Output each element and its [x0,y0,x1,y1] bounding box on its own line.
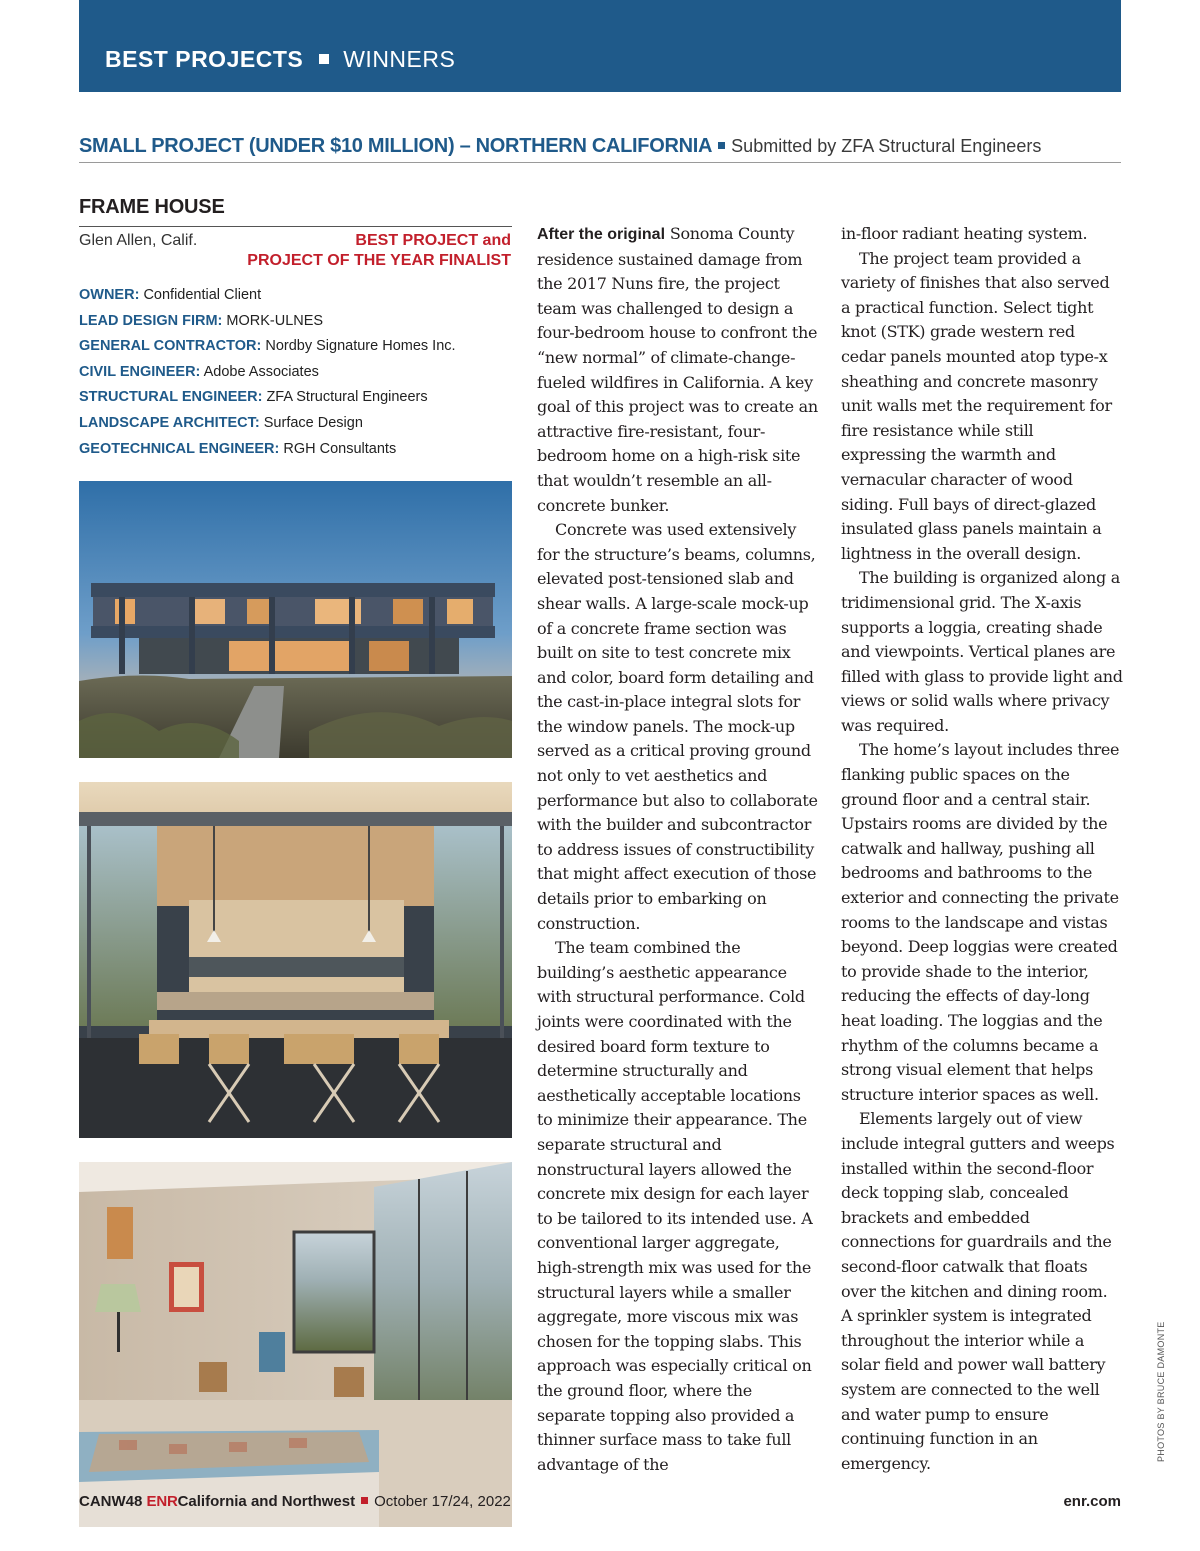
credit-row: GEOTECHNICAL ENGINEER: RGH Consultants [79,440,397,457]
credit-row: STRUCTURAL ENGINEER: ZFA Structural Engineers [79,389,428,406]
photo-exterior-dusk [79,481,512,758]
edition-name: California and Northwest [177,1493,356,1510]
article-paragraph: The team combined the building’s aesthetic appearance with structural performance. Cold joints were coordinated with the desired board form texture to determine structurally and aesthetically acceptable locations to minimize their appearance. The separate structural and nonstructural layers allowed the concrete mix design for each layer to be tailored to its intended use. A conventional larger aggregate, high-strength mix was used for the structural layers while a smaller aggregate, more viscous mix was chosen for the topping slabs. This approach was especially critical on the ground floor, where the separate topping also provided a thinner surface mass to take full advantage of the [537,938,813,1474]
square-bullet-icon [319,54,329,64]
award-badge [247,231,511,271]
page-number: CANW48 [79,1493,143,1510]
article-paragraph: in-floor radiant heating system. [841,224,1088,243]
banner-text [105,44,455,74]
credit-row: OWNER: Confidential Client [79,287,262,303]
category-title: SMALL PROJECT (UNDER $10 MILLION) – NORTHERN CALIFORNIA [79,135,713,157]
footer-left [79,1492,511,1512]
photo-credit: PHOTOS BY BRUCE DAMONTE [1156,1321,1166,1462]
site-url: enr.com [1063,1493,1121,1510]
category-heading [79,132,1041,162]
article-column-2 [841,222,1123,1476]
article-paragraph: Concrete was used extensively for the structure’s beams, columns, elevated post-tensioned slab and shear walls. A large-scale mock-up of a concrete frame section was built on site to test concrete mix and color, board form detailing and the cast-in-place integral slots for the window panels. The mock-up served as a critical proving ground not only to vet aesthetics and performance but also to collaborate with the builder and subcontractor to address issues of constructibility that might affect execution of those details prior to embarking on construction. [537,520,818,933]
article-paragraph: After the original Sonoma County residence sustained damage from the 2017 Nuns fire, the project team was challenged to design a four-bedroom house to confront the “new normal” of climate-change-fueled wildfires in California. A key goal of this project was to create an attractive fire-resistant, four-bedroom home on a high-risk site that wouldn’t resemble an all-concrete bunker. [537,224,818,515]
project-location: Glen Allen, Calif. [79,232,198,249]
project-credits [79,283,519,462]
article-paragraph: The home’s layout includes three flanking public spaces on the ground floor and a central stair. Upstairs rooms are divided by the catwalk and hallway, pushing all bedrooms and bathrooms to the exterior and connecting the private rooms to the landscape and vistas beyond. Deep loggias were created to provide shade to the interior, reducing the effects of day-long heat loading. The loggias and the rhythm of the columns became a strong visual element that helps structure interior spaces as well. [841,740,1120,1104]
category-submitter: Submitted by ZFA Structural Engineers [731,136,1042,156]
credit-row: GENERAL CONTRACTOR: Nordby Signature Homes Inc. [79,338,456,355]
project-title: FRAME HOUSE [79,196,225,218]
article-paragraph: Elements largely out of view include integral gutters and weeps installed within the second-floor deck topping slab, concealed brackets and embedded connections for guardrails and the second-floor catwalk that floats over the kitchen and dining room. A sprinkler system is integrated throughout the interior while a solar field and power wall battery system are connected to the well and water pump to ensure continuing function in an emergency. [841,1109,1115,1473]
article-column-1 [537,222,819,1477]
award-line-1: BEST PROJECT and [355,232,511,249]
lead-in: After the original [537,226,666,243]
subsection-label: WINNERS [343,46,456,72]
credit-row: LEAD DESIGN FIRM: MORK-ULNES [79,312,324,329]
section-banner [79,0,1121,92]
category-divider [79,162,1121,163]
credit-row: CIVIL ENGINEER: Adobe Associates [79,363,319,380]
square-bullet-icon [718,142,725,149]
article-paragraph: The building is organized along a tridimensional grid. The X-axis supports a loggia, creating shade and viewpoints. Vertical planes are filled with glass to provide light and views or solid walls where privacy was required. [841,568,1123,735]
section-label: BEST PROJECTS [105,46,304,72]
award-line-2: PROJECT OF THE YEAR FINALIST [247,252,511,269]
square-bullet-icon [361,1497,368,1504]
issue-date: October 17/24, 2022 [374,1493,511,1510]
brand-logo: ENR [146,1493,178,1510]
photo-bedroom [79,1162,512,1527]
credit-row: LANDSCAPE ARCHITECT: Surface Design [79,414,363,431]
project-divider [79,226,512,227]
article-paragraph: The project team provided a variety of finishes that also served a practical function. Select tight knot (STK) grade western red cedar panels mounted atop type-x sheathing and concrete masonry unit walls met the requirement for fire resistance while still expressing the warmth and vernacular character of wood siding. Full bays of direct-glazed insulated glass panels maintain a lightness in the overall design. [841,248,1112,563]
photo-kitchen-dining [79,782,512,1138]
